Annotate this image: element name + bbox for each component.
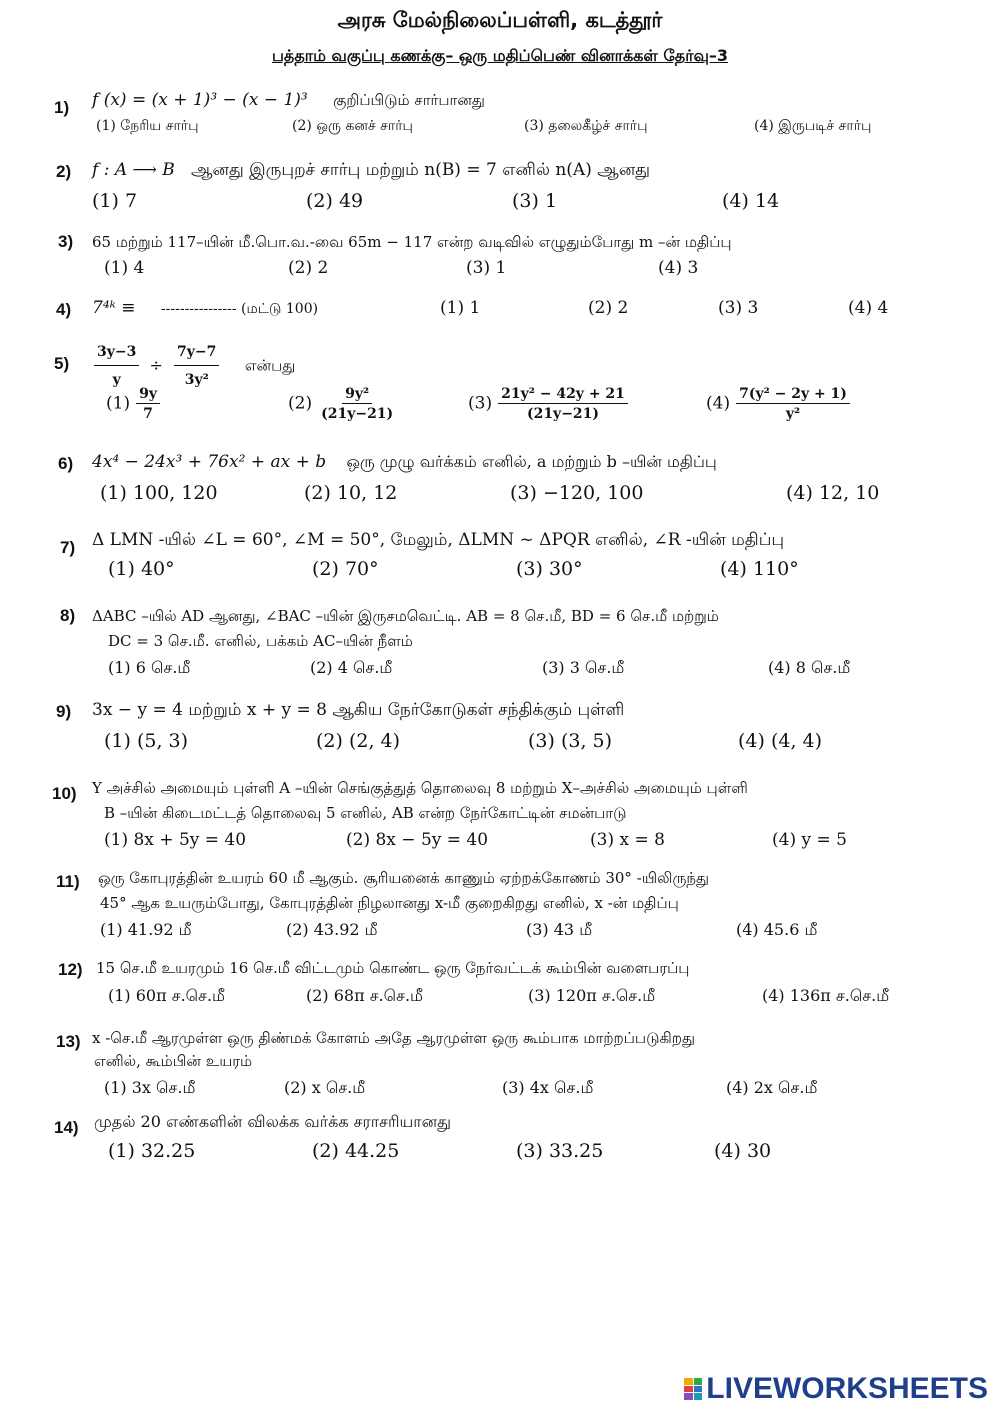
question-text-line2: 45° ஆக உயரும்போது, கோபுரத்தின் நிழலானது x-மீ குறைகிறது எனில், x -ன் மதிப்பு — [100, 894, 679, 912]
question-number: 8) — [60, 606, 76, 625]
option-4[interactable]: (4) 30 — [714, 1140, 772, 1162]
question-number: 1) — [54, 98, 70, 117]
question-text-line2: B –யின் கிடைமட்டத் தொலைவு 5 எனில், AB என்ற நேர்கோட்டின் சமன்பாடு — [104, 804, 627, 822]
question-math: 7⁴ᵏ ≡ — [92, 298, 136, 318]
question-text: ஆனது இருபுறச் சார்பு மற்றும் n(B) = 7 எனில் n(A) ஆனது — [191, 160, 650, 180]
option-3[interactable]: (3) 1 — [466, 258, 507, 278]
question-math: f : A ⟶ B — [92, 160, 175, 180]
option-4[interactable]: (4) 14 — [722, 190, 780, 212]
option-2[interactable]: (2) 49 — [306, 190, 364, 212]
question-text: ΔABC –யில் AD ஆனது, ∠BAC –யின் இருசமவெட்டி. AB = 8 செ.மீ, BD = 6 செ.மீ மற்றும் — [92, 607, 719, 625]
option-1[interactable]: (1) 1 — [440, 298, 481, 318]
option-2[interactable]: (2) 2 — [588, 298, 629, 318]
question-stem — [92, 158, 907, 182]
option-2[interactable]: (2) 10, 12 — [304, 482, 398, 504]
option-1[interactable]: (1) 60π ச.செ.மீ — [108, 986, 225, 1005]
question-number: 6) — [58, 454, 74, 473]
option-2[interactable]: (2) $\frac{\text{9y²}}{(21y-21)}$ — [288, 386, 394, 422]
option-4[interactable]: (4) 110° — [720, 558, 799, 580]
question-text: முதல் 20 எண்களின் விலக்க வர்க்க சராசரியானது — [94, 1112, 451, 1131]
option-3[interactable]: (3) 4x செ.மீ — [502, 1078, 594, 1097]
option-4[interactable]: (4) 4 — [848, 298, 889, 318]
option-1[interactable]: (1) (5, 3) — [104, 730, 189, 752]
option-3[interactable]: (3) 33.25 — [516, 1140, 604, 1162]
option-3[interactable]: (3) (3, 5) — [528, 730, 613, 752]
question-text: 15 செ.மீ உயரமும் 16 செ.மீ விட்டமும் கொண்ட ஒரு நேர்வட்டக் கூம்பின் வளைபரப்பு — [96, 959, 690, 977]
option-4[interactable]: (4) 136π ச.செ.மீ — [762, 986, 890, 1005]
option-2[interactable]: (2) x செ.மீ — [284, 1078, 366, 1097]
option-1[interactable]: (1) 7 — [92, 190, 138, 212]
option-2[interactable]: (2) 2 — [288, 258, 329, 278]
question-stem — [92, 88, 907, 112]
option-4[interactable]: (4) (4, 4) — [738, 730, 823, 752]
question-number: 10) — [52, 784, 77, 803]
option-4[interactable]: (4) 45.6 மீ — [736, 920, 818, 939]
option-3[interactable]: (3) 1 — [512, 190, 558, 212]
question-text-line2: எனில், கூம்பின் உயரம் — [94, 1052, 253, 1070]
option-1[interactable]: (1) 4 — [104, 258, 145, 278]
option-4[interactable]: (4) இருபடிச் சார்பு — [754, 118, 872, 134]
option-2[interactable]: (2) (2, 4) — [316, 730, 401, 752]
option-2[interactable]: (2) 43.92 மீ — [286, 920, 378, 939]
option-4[interactable]: (4) 8 செ.மீ — [768, 658, 851, 677]
option-3[interactable]: (3) 3 — [718, 298, 759, 318]
question-text: x -செ.மீ ஆரமுள்ள ஒரு திண்மக் கோளம் அதே ஆரமுள்ள ஒரு கூம்பாக மாற்றப்படுகிறது — [92, 1029, 695, 1047]
question-number: 7) — [60, 538, 76, 557]
option-1[interactable]: (1) $\frac{9y}{7}$ — [106, 386, 160, 422]
question-number: 11) — [56, 872, 80, 891]
question-text: 65 மற்றும் 117–யின் மீ.பொ.வ.-வை 65m − 117 என்ற வடிவில் எழுதும்போது m –ன் மதிப்பு — [92, 233, 732, 251]
question-text: 3x − y = 4 மற்றும் x + y = 8 ஆகிய நேர்கோடுகள் சந்திக்கும் புள்ளி — [92, 700, 625, 720]
exam-title: பத்தாம் வகுப்பு கணக்கு– ஒரு மதிப்பெண் வினாக்கள் தேர்வு–3 — [271, 46, 729, 65]
question-stem — [88, 340, 903, 392]
option-4[interactable]: (4) $\frac{\text{7(y² − 2y + 1)}}{\text{y²}}$ — [706, 386, 850, 422]
option-4[interactable]: (4) 2x செ.மீ — [726, 1078, 818, 1097]
option-1[interactable]: (1) 6 செ.மீ — [108, 658, 191, 677]
option-3[interactable]: (3) 43 மீ — [526, 920, 593, 939]
liveworksheets-logo-icon — [684, 1378, 702, 1400]
question-text: என்பது — [244, 356, 296, 375]
question-text: ---------------- (மட்டு 100) — [160, 301, 319, 317]
option-1[interactable]: (1) 3x செ.மீ — [104, 1078, 196, 1097]
brand-name: LIVEWORKSHEETS — [706, 1372, 988, 1405]
option-4[interactable]: (4) y = 5 — [772, 830, 847, 850]
option-3[interactable]: (3) $\frac{\text{21y² − 42y + 21}}{(21y-21)}$ — [468, 386, 628, 422]
question-text: ஒரு முழு வர்க்கம் எனில், a மற்றும் b –யின் மதிப்பு — [346, 452, 717, 471]
liveworksheets-brand[interactable] — [684, 1372, 988, 1406]
option-2[interactable]: (2) 44.25 — [312, 1140, 400, 1162]
question-number: 4) — [56, 300, 72, 319]
question-number: 12) — [58, 960, 83, 979]
question-text: ஒரு கோபுரத்தின் உயரம் 60 மீ ஆகும். சூரியனைக் காணும் ஏற்றக்கோணம் 30° -யிலிருந்து — [98, 869, 709, 887]
fraction: $\frac{3y-3}{y}$ — [94, 340, 139, 392]
option-2[interactable]: (2) 68π ச.செ.மீ — [306, 986, 423, 1005]
option-1[interactable]: (1) நேரிய சார்பு — [96, 118, 199, 134]
option-1[interactable]: (1) 8x + 5y = 40 — [104, 830, 247, 850]
question-text: Y அச்சில் அமையும் புள்ளி A –யின் செங்குத்துத் தொலைவு 8 மற்றும் X–அச்சில் அமையும் புள்ளி — [92, 779, 748, 797]
question-number: 9) — [56, 702, 72, 721]
option-3[interactable]: (3) −120, 100 — [510, 482, 644, 504]
option-2[interactable]: (2) 8x − 5y = 40 — [346, 830, 489, 850]
question-text: குறிப்பிடும் சார்பானது — [333, 91, 485, 109]
option-4[interactable]: (4) 12, 10 — [786, 482, 880, 504]
question-math: f (x) = (x + 1)³ − (x − 1)³ — [92, 90, 308, 110]
school-title: அரசு மேல்நிலைப்பள்ளி, கடத்தூர் — [337, 8, 663, 32]
question-stem — [92, 296, 907, 321]
option-2[interactable]: (2) 70° — [312, 558, 379, 580]
question-number: 13) — [56, 1032, 81, 1051]
option-1[interactable]: (1) 32.25 — [108, 1140, 196, 1162]
option-3[interactable]: (3) 3 செ.மீ — [542, 658, 625, 677]
option-3[interactable]: (3) 30° — [516, 558, 583, 580]
option-1[interactable]: (1) 100, 120 — [100, 482, 218, 504]
question-stem — [92, 450, 907, 474]
option-3[interactable]: (3) x = 8 — [590, 830, 665, 850]
question-number: 5) — [54, 354, 70, 373]
option-2[interactable]: (2) ஒரு கனச் சார்பு — [292, 118, 413, 134]
question-number: 14) — [54, 1118, 79, 1137]
question-math: 4x⁴ − 24x³ + 76x² + ax + b — [92, 452, 327, 472]
option-4[interactable]: (4) 3 — [658, 258, 699, 278]
option-1[interactable]: (1) 40° — [108, 558, 175, 580]
option-2[interactable]: (2) 4 செ.மீ — [310, 658, 393, 677]
option-3[interactable]: (3) தலைகீழ்ச் சார்பு — [524, 118, 648, 134]
option-3[interactable]: (3) 120π ச.செ.மீ — [528, 986, 656, 1005]
question-text-line2: DC = 3 செ.மீ. எனில், பக்கம் AC–யின் நீளம் — [108, 632, 413, 650]
question-number: 2) — [56, 162, 72, 181]
fraction: $\frac{7y-7}{\text{3y²}}$ — [174, 340, 219, 392]
option-1[interactable]: (1) 41.92 மீ — [100, 920, 192, 939]
divide-operator: ÷ — [149, 355, 163, 375]
question-number: 3) — [58, 232, 74, 251]
question-text: Δ LMN -யில் ∠L = 60°, ∠M = 50°, மேலும், ΔLMN ~ ΔPQR எனில், ∠R -யின் மதிப்பு — [92, 530, 784, 550]
